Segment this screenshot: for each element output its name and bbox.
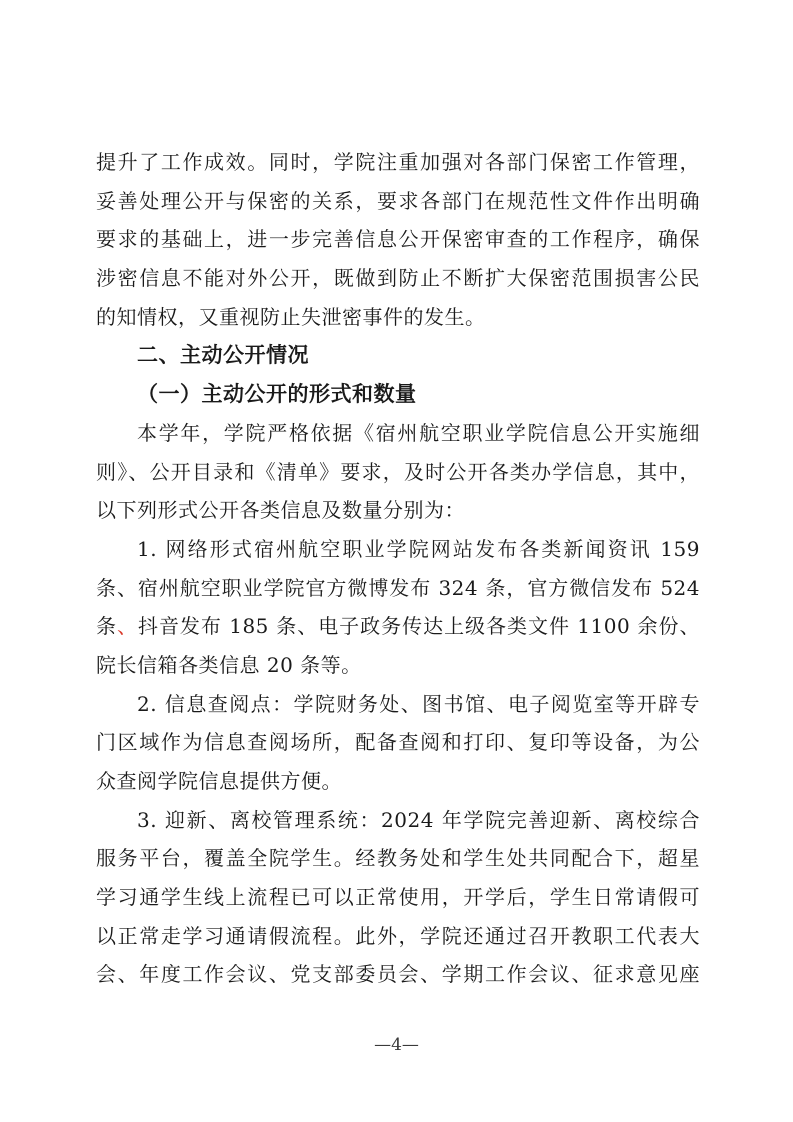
- paragraph-line: 1. 网络形式宿州航空职业学院网站发布各类新闻资讯 159: [137, 536, 700, 561]
- page-body: [96, 143, 700, 994]
- paragraph-line: 提升了工作成效。同时，学院注重加强对各部门保密工作管理，: [96, 150, 700, 174]
- paragraph-line: 2. 信息查阅点：学院财务处、图书馆、电子阅览室等开辟专: [137, 691, 700, 716]
- paragraph-line: 学习通学生线上流程已可以正常使用，开学后，学生日常请假可: [96, 885, 700, 910]
- red-caesura-mark: 、: [116, 614, 138, 639]
- paragraph-line: 本学年，学院严格依据《宿州航空职业学院信息公开实施细: [137, 420, 700, 445]
- section-heading: 二、主动公开情况: [137, 343, 309, 368]
- paragraph-line: 的知情权，又重视防止失泄密事件的发生。: [96, 304, 486, 329]
- paragraph-line: 条、宿州航空职业学院官方微博发布 324 条，官方微信发布 524: [96, 575, 700, 600]
- paragraph-line: 院长信箱各类信息 20 条等。: [96, 652, 362, 677]
- paragraph-line: 则》、公开目录和《清单》要求，及时公开各类办学信息，其中，: [96, 459, 700, 484]
- line-text: 条: [96, 614, 117, 639]
- paragraph-line: 3. 迎新、离校管理系统：2024 年学院完善迎新、离校综合: [137, 807, 700, 832]
- paragraph-line: [96, 607, 700, 646]
- line-text: 抖音发布 185 条、电子政务传达上级各类文件 1100 余份、: [137, 614, 700, 639]
- paragraph-line: 服务平台，覆盖全院学生。经教务处和学生处共同配合下，超星: [96, 846, 700, 871]
- subsection-heading: （一）主动公开的形式和数量: [137, 381, 417, 407]
- paragraph-line: 要求的基础上，进一步完善信息公开保密审查的工作程序，确保: [96, 227, 700, 252]
- paragraph-line: 众查阅学院信息提供方便。: [96, 769, 342, 793]
- paragraph-line: 会、年度工作会议、党支部委员会、学期工作会议、征求意见座: [96, 962, 700, 987]
- paragraph-line: 涉密信息不能对外公开，既做到防止不断扩大保密范围损害公民: [96, 266, 700, 291]
- page-number: —4—: [374, 1035, 419, 1055]
- paragraph-line: 以正常走学习通请假流程。此外，学院还通过召开教职工代表大: [96, 923, 700, 948]
- paragraph-line: 门区域作为信息查阅场所，配备查阅和打印、复印等设备，为公: [96, 730, 700, 755]
- paragraph-line: 以下列形式公开各类信息及数量分别为：: [96, 498, 465, 523]
- paragraph-line: 妥善处理公开与保密的关系，要求各部门在规范性文件作出明确: [96, 188, 700, 213]
